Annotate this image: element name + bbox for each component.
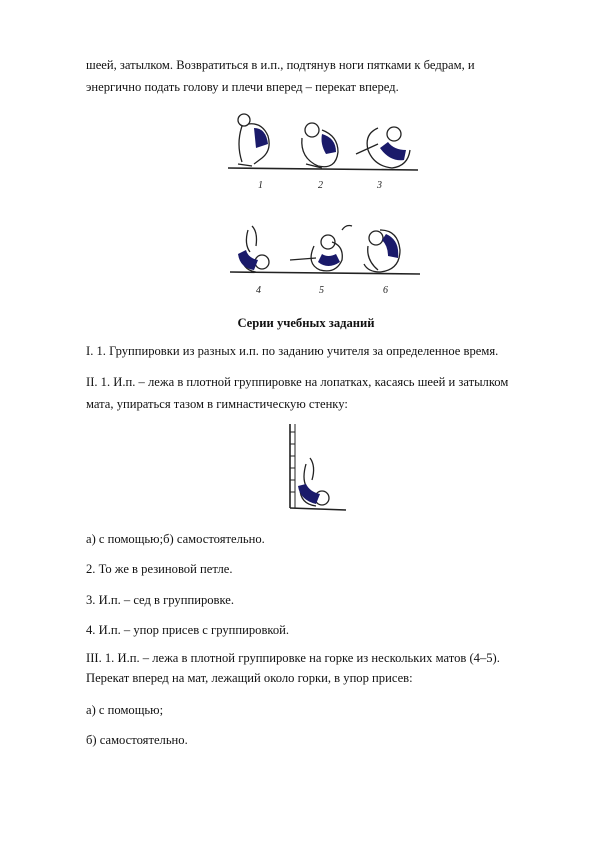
item-a: а) с помощью; [86, 703, 164, 717]
item-2: 2. То же в резиновой петле. [86, 562, 233, 576]
item-4: 4. И.п. – упор присев с группировкой. [86, 623, 290, 637]
figure-label-3: 3 [377, 180, 382, 191]
figure-roll-steps-4-6 [230, 222, 420, 282]
item-II-1-line-1: II. 1. И.п. – лежа в плотной группировке на лопатках, касаясь шеей и затылком [86, 375, 509, 389]
roll-steps-4-6-drawing [230, 222, 420, 282]
figure-label-4: 4 [256, 285, 261, 296]
intro-line-2: энергично подать голову и плечи вперед – перекат вперед. [86, 80, 399, 94]
wall-bars-drawing [280, 422, 350, 518]
intro-line-1: шеей, затылком. Возвратиться в и.п., подтянув ноги пятками к бедрам, и [86, 58, 475, 72]
figure-roll-steps-1-3 [228, 108, 418, 178]
wall-bars-figure [280, 422, 350, 518]
figure-label-1: 1 [258, 180, 263, 191]
figure-label-5: 5 [319, 285, 324, 296]
figure-label-2: 2 [318, 180, 323, 191]
item-II-1-line-2: мата, упираться тазом в гимнастическую стенку: [86, 397, 348, 411]
roll-steps-1-3-drawing [228, 108, 418, 178]
item-III-1-line-1: III. 1. И.п. – лежа в плотной группировке на горке из нескольких матов (4–5). [86, 651, 500, 665]
item-b: б) самостоятельно. [86, 733, 188, 747]
item-III-1-line-2: Перекат вперед на мат, лежащий около горки, в упор присев: [86, 671, 413, 685]
item-I-1: I. 1. Группировки из разных и.п. по заданию учителя за определенное время. [86, 344, 499, 358]
figure-label-6: 6 [383, 285, 388, 296]
series-title: Серии учебных заданий [237, 316, 375, 330]
item-a-b: а) с помощью;б) самостоятельно. [86, 532, 265, 546]
item-3: 3. И.п. – сед в группировке. [86, 593, 235, 607]
